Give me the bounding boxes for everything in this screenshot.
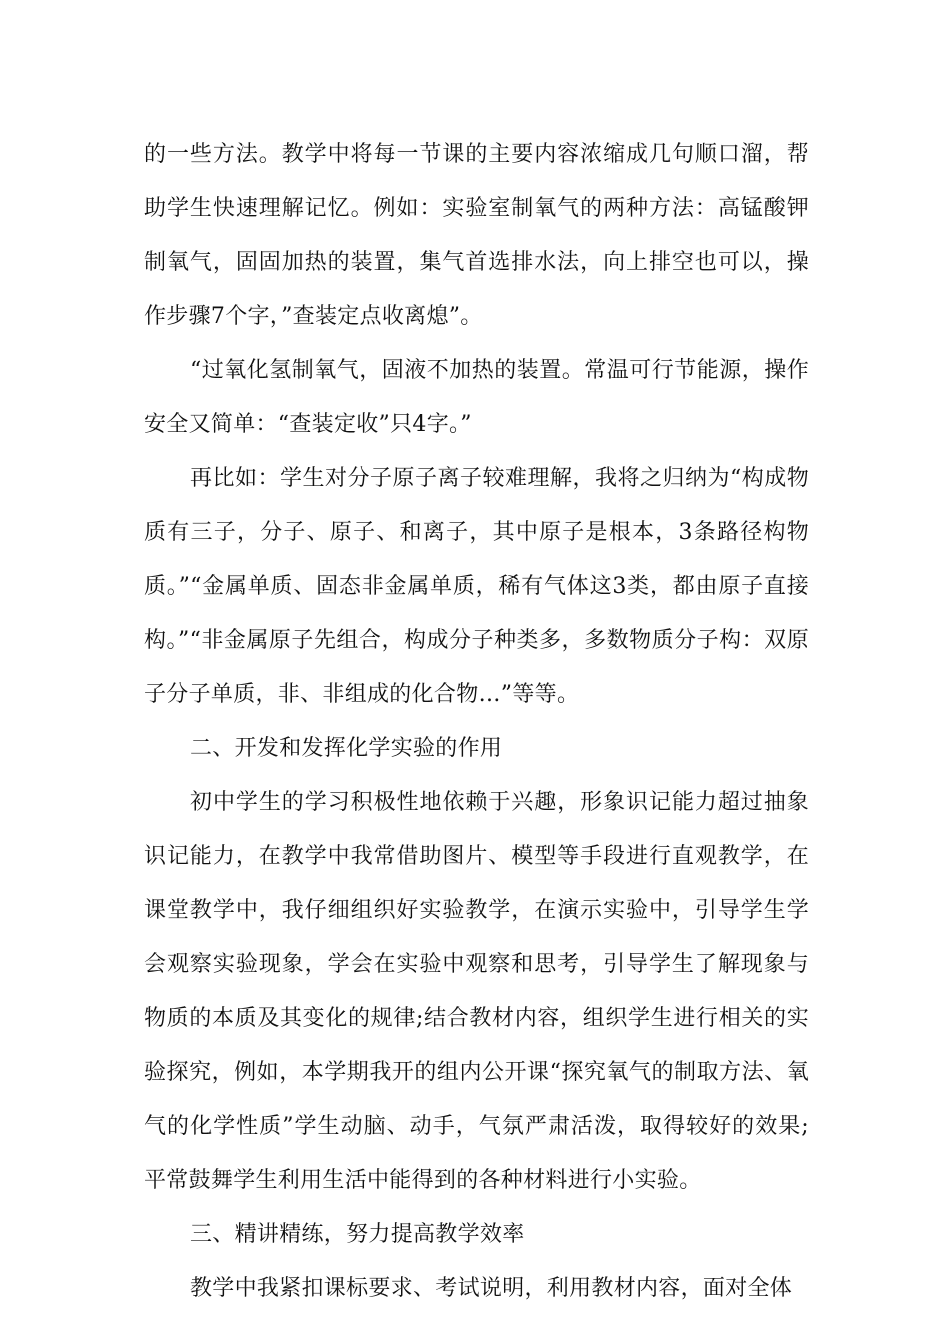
paragraph-experiments: 初中学生的学习积极性地依赖于兴趣，形象识记能力超过抽象识记能力，在教学中我常借助图片、模型等手段进行直观教学，在课堂教学中，我仔细组织好实验教学，在演示实验中，引导学生学会观察实验现象，学会在实验中观察和思考，引导学生了解现象与物质的本质及其变化的规律;结合教材内容，组织学生进行相关的实验探究，例如，本学期我开的组内公开课“探究氧气的制取方法、氧气的化学性质”学生动脑、动手，气氛严肃活泼，取得较好的效果;平常鼓舞学生利用生活中能得到的各种材料进行小实验。: [144, 790, 809, 1193]
paragraph-quote-hydrogen-peroxide: “过氧化氢制氧气，固液不加热的装置。常温可行节能源，操作安全又简单：“查装定收”只4字。”: [144, 358, 809, 437]
paragraph-molecules-atoms: 再比如：学生对分子原子离子较难理解，我将之归纳为“构成物质有三子，分子、原子、和离子，其中原子是根本，3条路径构物质。”“金属单质、固态非金属单质，稀有气体这3类，都由原子直接构。”“非金属原子先组合，构成分子种类多，多数物质分子构：双原子分子单质，非、非组成的化合物…”等等。: [144, 466, 809, 707]
paragraph-efficiency: 教学中我紧扣课标要求、考试说明，利用教材内容，面对全体: [190, 1276, 793, 1301]
section-heading-efficiency: 三、精讲精练，努力提高教学效率: [190, 1222, 525, 1247]
section-heading-experiments: 二、开发和发挥化学实验的作用: [190, 736, 503, 761]
document-body: [144, 128, 809, 1316]
paragraph-continued: 的一些方法。教学中将每一节课的主要内容浓缩成几句顺口溜，帮助学生快速理解记忆。例如：实验室制氧气的两种方法：高锰酸钾制氧气，固固加热的装置，集气首选排水法，向上排空也可以，操作步骤7个字，”查装定点收离熄”。: [144, 142, 809, 329]
